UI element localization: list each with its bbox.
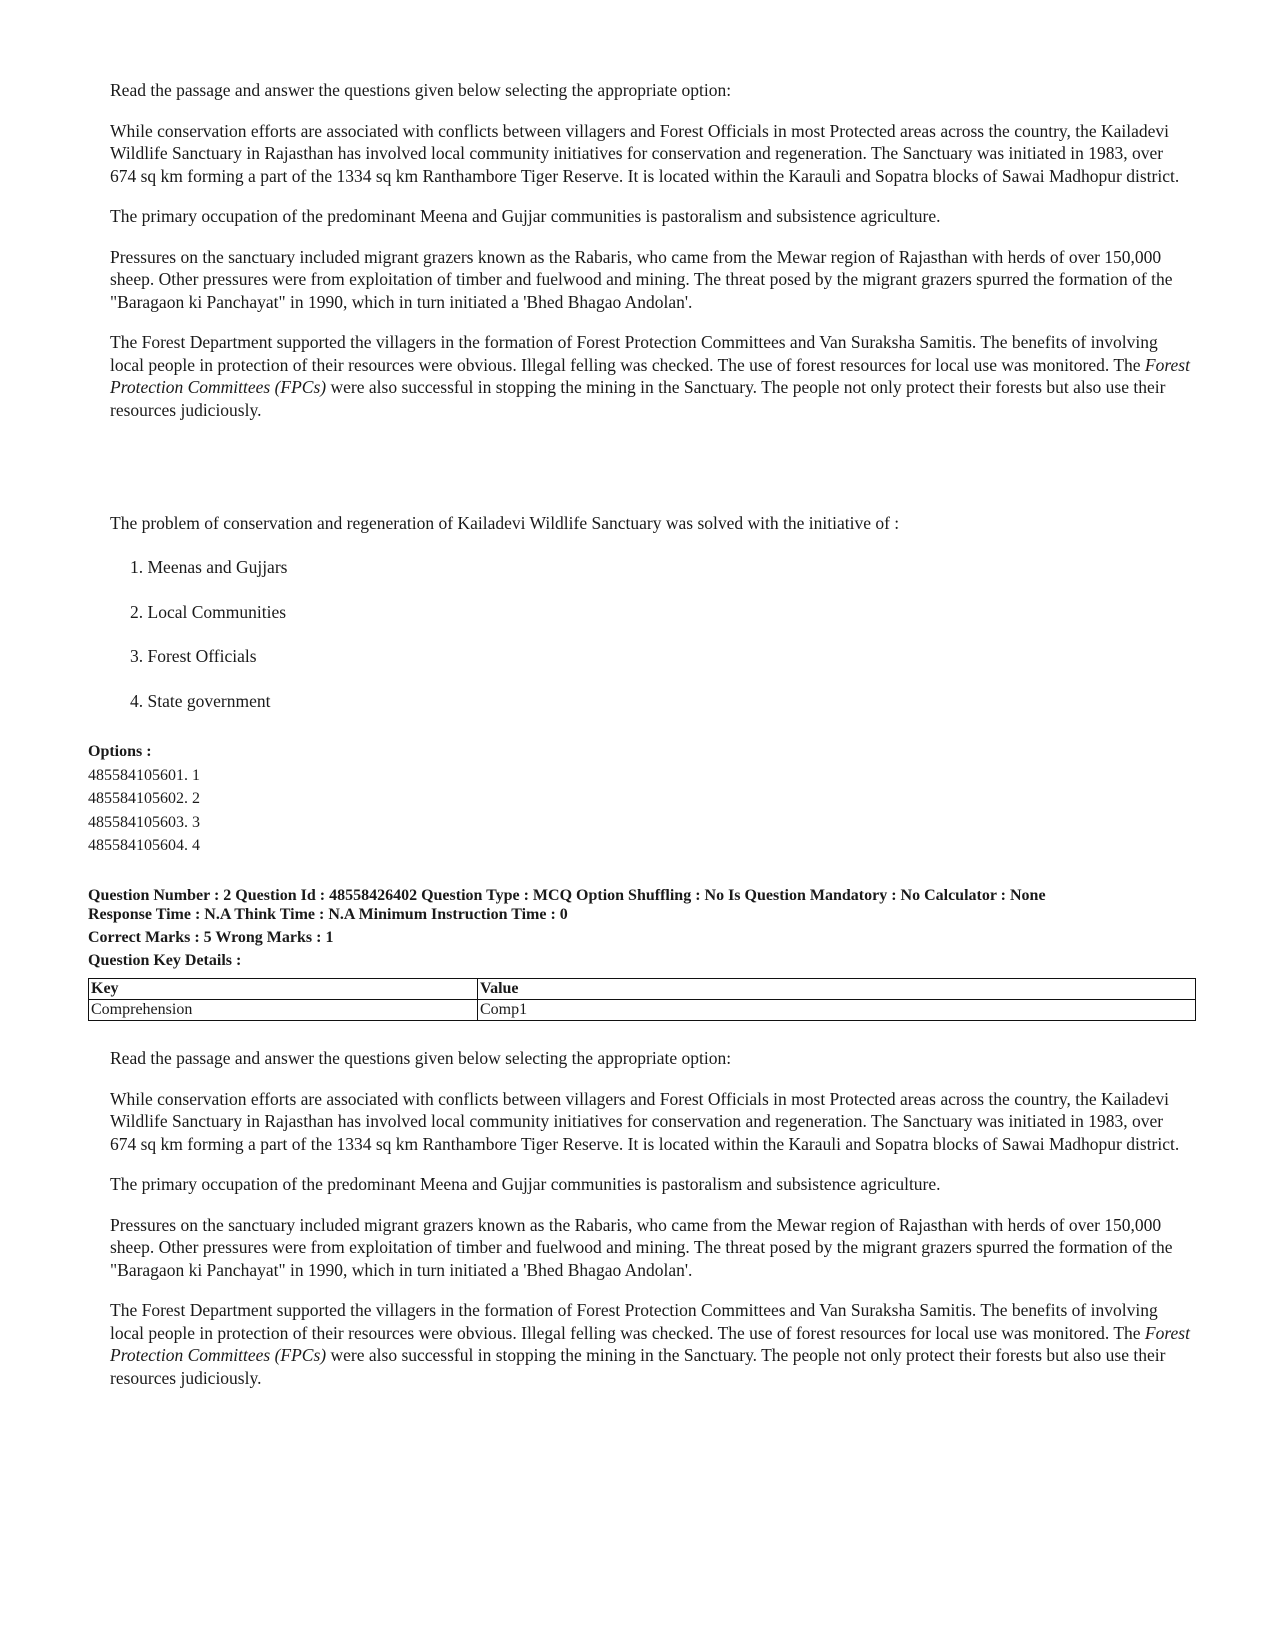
passage-paragraph-4-part-b: were also successful in stopping the mining in the Sanctuary. The people not only protect their forests but also use their resources judiciously. <box>110 377 1166 420</box>
passage-paragraph-3: Pressures on the sanctuary included migrant grazers known as the Rabaris, who came from the Mewar region of Rajasthan with herds of over 150,000 sheep. Other pressures were from exploitation of timber and fuelwood and mining. The threat posed by the migrant grazers spurred the formation of the "Baragaon ki Panchayat" in 1990, which in turn initiated a 'Bhed Bhagao Andolan'. <box>110 1214 1173 1280</box>
question-meta-line-2: Response Time : N.A Think Time : N.A Minimum Instruction Time : 0 <box>88 906 568 923</box>
answer-choices <box>130 556 287 734</box>
table-header-key: Key <box>89 979 478 1000</box>
answer-choice-1: 1. Meenas and Gujjars <box>130 557 288 577</box>
question-meta <box>88 886 1198 970</box>
answer-choice-4: 4. State government <box>130 690 271 711</box>
table-cell-key: Comprehension <box>89 1000 478 1021</box>
option-item-4: 485584105604. 4 <box>88 837 200 854</box>
options-title: Options : <box>88 743 152 760</box>
option-item-2: 485584105602. 2 <box>88 790 200 807</box>
passage-paragraph-4-part-a: The Forest Department supported the villagers in the formation of Forest Protection Committees and Van Suraksha Samitis. The benefits of involving local people in protection of their resources were obvious. Illegal felling was checked. The use of forest resources for local use was monitored. The <box>110 332 1158 375</box>
passage-instruction: Read the passage and answer the questions given below selecting the appropriate option: <box>110 1048 732 1068</box>
option-item-1: 485584105601. 1 <box>88 766 200 784</box>
table-cell-value: Comp1 <box>478 1000 1196 1021</box>
comprehension-passage-1 <box>110 79 1190 421</box>
table-header-value: Value <box>478 979 1196 1000</box>
passage-paragraph-1: While conservation efforts are associated with conflicts between villagers and Forest Officials in most Protected areas across the country, the Kailadevi Wildlife Sanctuary in Rajasthan has involved local community initiatives for conservation and regeneration. The Sanctuary was initiated in 1983, over 674 sq km forming a part of the 1334 sq km Ranthambore Tiger Reserve. It is located within the Karauli and Sopatra blocks of Sawai Madhopur district. <box>110 1088 1180 1154</box>
question-meta-line-1: Question Number : 2 Question Id : 48558426402 Question Type : MCQ Option Shuffling : No Is Question Mandatory : No Calculator : None <box>88 887 1046 904</box>
passage-paragraph-4-part-b: were also successful in stopping the mining in the Sanctuary. The people not only protect their forests but also use their resources judiciously. <box>110 1345 1166 1388</box>
passage-instruction: Read the passage and answer the questions given below selecting the appropriate option: <box>110 80 732 100</box>
question-marks: Correct Marks : 5 Wrong Marks : 1 <box>88 929 334 946</box>
table-row <box>89 1000 1196 1021</box>
passage-paragraph-4 <box>110 331 1190 421</box>
passage-paragraph-4 <box>110 1299 1190 1389</box>
answer-choice-3: 3. Forest Officials <box>130 646 257 666</box>
passage-paragraph-2: The primary occupation of the predominant Meena and Gujjar communities is pastoralism and subsistence agriculture. <box>110 206 941 226</box>
passage-paragraph-4-emphasis: Forest Protection Committees (FPCs) <box>110 1322 1190 1365</box>
question-key-table <box>88 978 1196 1021</box>
question-text: The problem of conservation and regeneration of Kailadevi Wildlife Sanctuary was solved with the initiative of : <box>110 513 900 533</box>
table-header-row <box>89 979 1196 1000</box>
passage-paragraph-4-part-a: The Forest Department supported the villagers in the formation of Forest Protection Committees and Van Suraksha Samitis. The benefits of involving local people in protection of their resources were obvious. Illegal felling was checked. The use of forest resources for local use was monitored. The <box>110 1300 1158 1343</box>
passage-paragraph-4-emphasis: Forest Protection Committees (FPCs) <box>110 354 1190 397</box>
question-key-details-title: Question Key Details : <box>88 952 242 969</box>
comprehension-passage-2 <box>110 1047 1190 1389</box>
options-block <box>88 740 200 858</box>
passage-paragraph-2: The primary occupation of the predominant Meena and Gujjar communities is pastoralism and subsistence agriculture. <box>110 1174 941 1194</box>
passage-paragraph-3: Pressures on the sanctuary included migrant grazers known as the Rabaris, who came from the Mewar region of Rajasthan with herds of over 150,000 sheep. Other pressures were from exploitation of timber and fuelwood and mining. The threat posed by the migrant grazers spurred the formation of the "Baragaon ki Panchayat" in 1990, which in turn initiated a 'Bhed Bhagao Andolan'. <box>110 246 1173 312</box>
passage-paragraph-1: While conservation efforts are associated with conflicts between villagers and Forest Officials in most Protected areas across the country, the Kailadevi Wildlife Sanctuary in Rajasthan has involved local community initiatives for conservation and regeneration. The Sanctuary was initiated in 1983, over 674 sq km forming a part of the 1334 sq km Ranthambore Tiger Reserve. It is located within the Karauli and Sopatra blocks of Sawai Madhopur district. <box>110 120 1180 186</box>
answer-choice-2: 2. Local Communities <box>130 601 287 622</box>
option-item-3: 485584105603. 3 <box>88 813 200 831</box>
